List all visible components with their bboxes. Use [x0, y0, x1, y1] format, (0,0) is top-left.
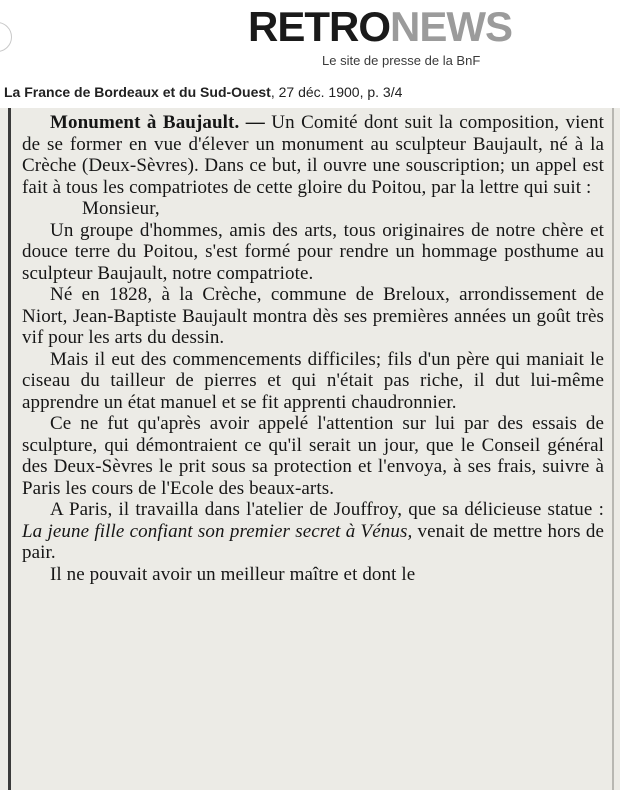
column-edge	[612, 108, 614, 790]
article-paragraph: Mais il eut des commencements difficiles; fils d'un père qui maniait le ciseau du tailleur de pierres et qui n'était pas riche, il dut lui-même apprendre un état manuel et se fit apprenti chaudronnier.	[22, 348, 604, 413]
newspaper-clipping	[0, 108, 620, 790]
tagline: Le site de presse de la BnF	[322, 53, 481, 68]
article-paragraph: Il ne pouvait avoir un meilleur maître et dont le	[50, 563, 416, 585]
source-citation	[4, 84, 402, 100]
article-paragraph: Monument à Baujault. — Un Comité dont suit la composition, vient de se former en vue d'élever un monument au sculpteur Baujault, né à la Crèche (Deux-Sèvres). Dans ce but, il ouvre une souscription; un appel est fait à tous les compatriotes de cette gloire du Poitou, par la lettre qui suit :	[22, 112, 605, 198]
publication-details: , 27 déc. 1900, p. 3/4	[270, 84, 403, 100]
retronews-logo[interactable]	[248, 2, 588, 52]
article-text	[22, 112, 604, 585]
letter-salutation: Monsieur,	[82, 198, 160, 219]
logo-retro-text: RETRO	[248, 3, 390, 50]
statue-title: La jeune fille confiant son premier secret à Vénus,	[22, 520, 413, 542]
article-paragraph: Ce ne fut qu'après avoir appelé l'attention sur lui par des essais de sculpture, qui démontraient ce qu'il serait un jour, que le Conseil général des Deux-Sèvres le prit sous sa protection et l'envoya, à ses frais, suivre à Paris les cours de l'Ecole des beaux-arts.	[22, 413, 604, 499]
publication-name[interactable]: La France de Bordeaux et du Sud-Ouest	[4, 84, 271, 100]
back-button[interactable]	[0, 22, 12, 52]
article-paragraph: Un groupe d'hommes, amis des arts, tous originaires de notre chère et douce terre du Poitou, s'est formé pour rendre un hommage posthume au sculpteur Baujault, notre compatriote.	[22, 219, 604, 284]
article-title: Monument à Baujault. —	[50, 112, 265, 133]
article-paragraph: A Paris, il travailla dans l'atelier de Jouffroy, que sa délicieuse statue : La jeune fille confiant son premier secret à Vénus, venait de mettre hors de pair.	[22, 499, 604, 563]
article-paragraph: Né en 1828, à la Crèche, commune de Breloux, arrondissement de Niort, Jean-Baptiste Baujault montra dès ses premières années un goût très vif pour les arts du dessin.	[22, 284, 604, 348]
logo-news-text: NEWS	[390, 3, 512, 50]
column-rule	[8, 108, 11, 790]
